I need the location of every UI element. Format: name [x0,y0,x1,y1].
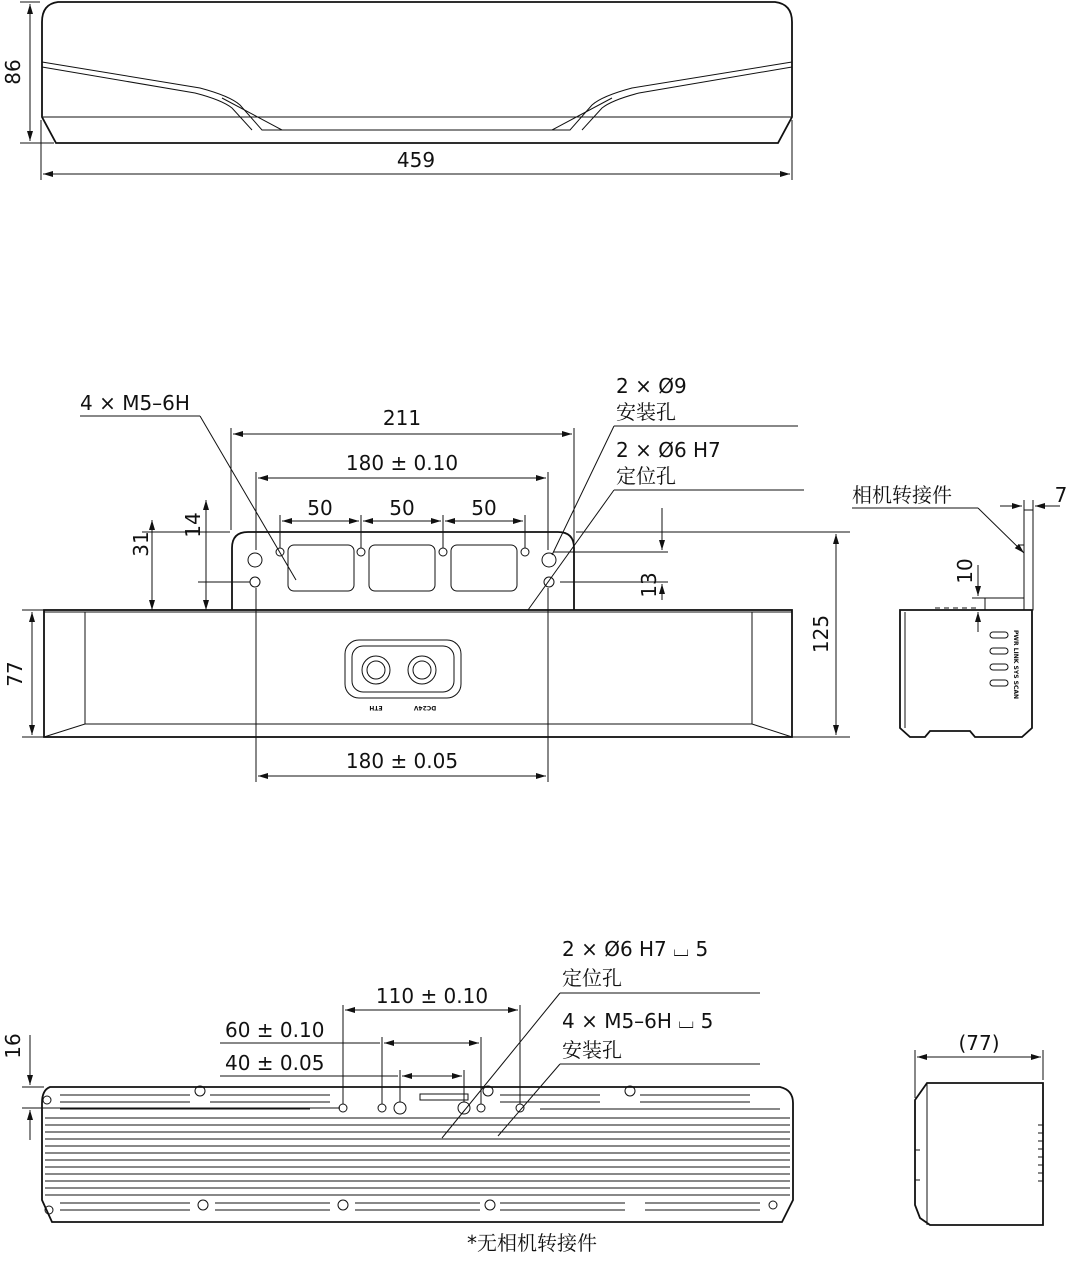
dim-31: 31 [129,531,153,557]
dim-50-b: 50 [389,496,415,520]
dim-50-c: 50 [471,496,497,520]
side-view [852,483,1067,737]
dim-211: 211 [382,406,422,430]
label-d6-bottom: 2 × Ø6 H7 ⌴ 5 [562,937,709,961]
dc24v-label: DC24V [413,704,437,711]
label-m5-bottom: 4 × M5–6H ⌴ 5 [562,1009,714,1033]
dim-front-77: 77 [3,661,27,687]
side-view-2 [915,1031,1043,1225]
dim-16: 16 [1,1033,25,1059]
dim-40: 40 ± 0.05 [225,1051,325,1075]
adapter-plate [1024,510,1033,610]
dim-180-005: 180 ± 0.05 [345,749,459,773]
front-view [3,374,850,782]
label-d9: 2 × Ø9 [616,374,687,398]
eth-label: ETH [369,704,383,711]
label-d6-bottom-cn: 定位孔 [562,966,622,990]
dim-50-a: 50 [307,496,333,520]
top-view-body [42,2,792,143]
dim-top-length: 459 [396,148,436,172]
label-d6-front-cn: 定位孔 [616,464,676,488]
label-d6-front: 2 × Ø6 H7 [616,438,721,462]
dim-side2-77: (77) [958,1031,1000,1055]
dim-7: 7 [1054,483,1068,507]
dim-110: 110 ± 0.10 [375,984,489,1008]
bottom-body [42,1087,793,1222]
label-m5-front: 4 × M5–6H [80,391,190,415]
dim-60: 60 ± 0.10 [225,1018,325,1042]
top-view [1,2,792,180]
side2-body [915,1083,1043,1225]
dim-10: 10 [953,558,977,584]
footnote: *无相机转接件 [467,1231,597,1255]
label-m5-bottom-cn: 安装孔 [562,1038,622,1062]
dim-180-010: 180 ± 0.10 [345,451,459,475]
label-adapter: 相机转接件 [852,483,952,507]
dim-125: 125 [809,614,833,654]
mount-bracket [232,532,574,610]
label-d9-cn: 安装孔 [616,400,676,424]
front-body [44,610,792,737]
led-labels: PWR LINK SYS SCAN [1012,630,1019,700]
bottom-view [1,937,793,1222]
dim-top-height: 86 [1,59,25,85]
dim-14: 14 [181,512,205,538]
dim-13: 13 [637,572,661,598]
